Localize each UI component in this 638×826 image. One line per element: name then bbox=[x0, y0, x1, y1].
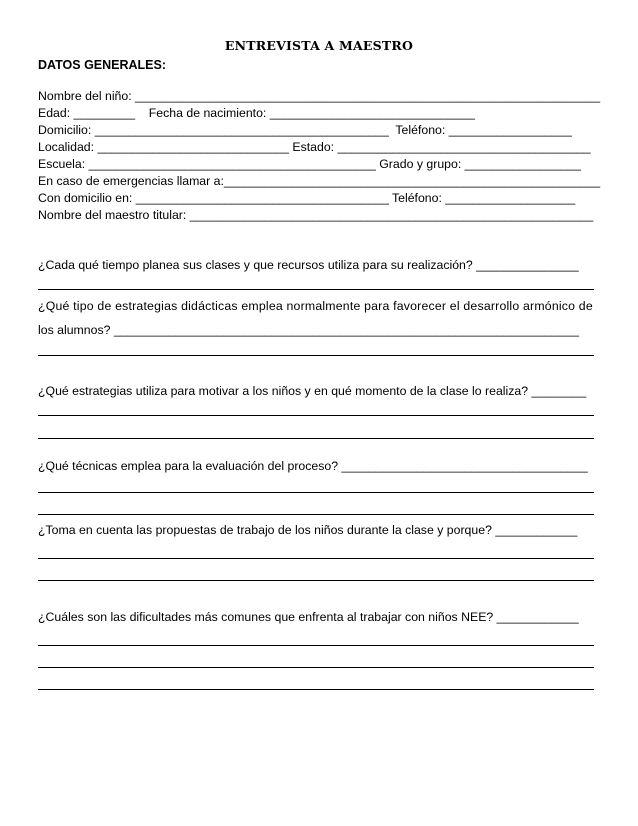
field-locality-state[interactable]: Localidad: ____________________________ Estado: _____________________________________ bbox=[38, 140, 591, 154]
question-6[interactable]: ¿Cuáles son las dificultades más comunes que enfrenta al trabajar con niños NEE? ____________ bbox=[38, 610, 579, 624]
answer-line[interactable] bbox=[38, 580, 594, 581]
question-2-line-2[interactable]: los alumnos? ____________________________________________________________________ bbox=[38, 323, 579, 337]
answer-line[interactable] bbox=[38, 415, 594, 416]
answer-line[interactable] bbox=[38, 689, 594, 690]
field-emergency-address-phone[interactable]: Con domicilio en: _____________________________________ Teléfono: ___________________ bbox=[38, 191, 576, 205]
field-school-grade[interactable]: Escuela: __________________________________________ Grado y grupo: _________________ bbox=[38, 157, 581, 171]
question-4[interactable]: ¿Qué técnicas emplea para la evaluación del proceso? ____________________________________ bbox=[38, 459, 588, 473]
answer-line[interactable] bbox=[38, 645, 594, 646]
field-emergency-contact[interactable]: En caso de emergencias llamar a:_______________________________________________________ bbox=[38, 174, 601, 188]
document-title: ENTREVISTA A MAESTRO bbox=[224, 38, 414, 53]
answer-line[interactable] bbox=[38, 667, 594, 668]
answer-line[interactable] bbox=[38, 355, 594, 356]
question-1[interactable]: ¿Cada qué tiempo planea sus clases y que recursos utiliza para su realización? _______________ bbox=[38, 258, 579, 272]
answer-line[interactable] bbox=[38, 558, 594, 559]
field-teacher-name[interactable]: Nombre del maestro titular: ___________________________________________________________ bbox=[38, 208, 594, 222]
question-3[interactable]: ¿Qué estrategias utiliza para motivar a los niños y en qué momento de la clase lo realiza? ________ bbox=[38, 384, 587, 398]
field-address-phone[interactable]: Domicilio: ___________________________________________ Teléfono: __________________ bbox=[38, 123, 572, 137]
section-heading-general-data: DATOS GENERALES: bbox=[38, 58, 167, 72]
answer-line[interactable] bbox=[38, 492, 594, 493]
field-child-name[interactable]: Nombre del niño: ____________________________________________________________________ bbox=[38, 89, 601, 103]
field-age-birthdate[interactable]: Edad: _________ Fecha de nacimiento: ______________________________ bbox=[38, 106, 475, 120]
answer-line[interactable] bbox=[38, 438, 594, 439]
question-5[interactable]: ¿Toma en cuenta las propuestas de trabajo de los niños durante la clase y porque? ____________ bbox=[38, 523, 578, 537]
answer-line[interactable] bbox=[38, 514, 594, 515]
question-2-line-1: ¿Qué tipo de estrategias didácticas emplea normalmente para favorecer el desarrollo armónico de bbox=[38, 299, 593, 313]
answer-line[interactable] bbox=[38, 289, 594, 290]
